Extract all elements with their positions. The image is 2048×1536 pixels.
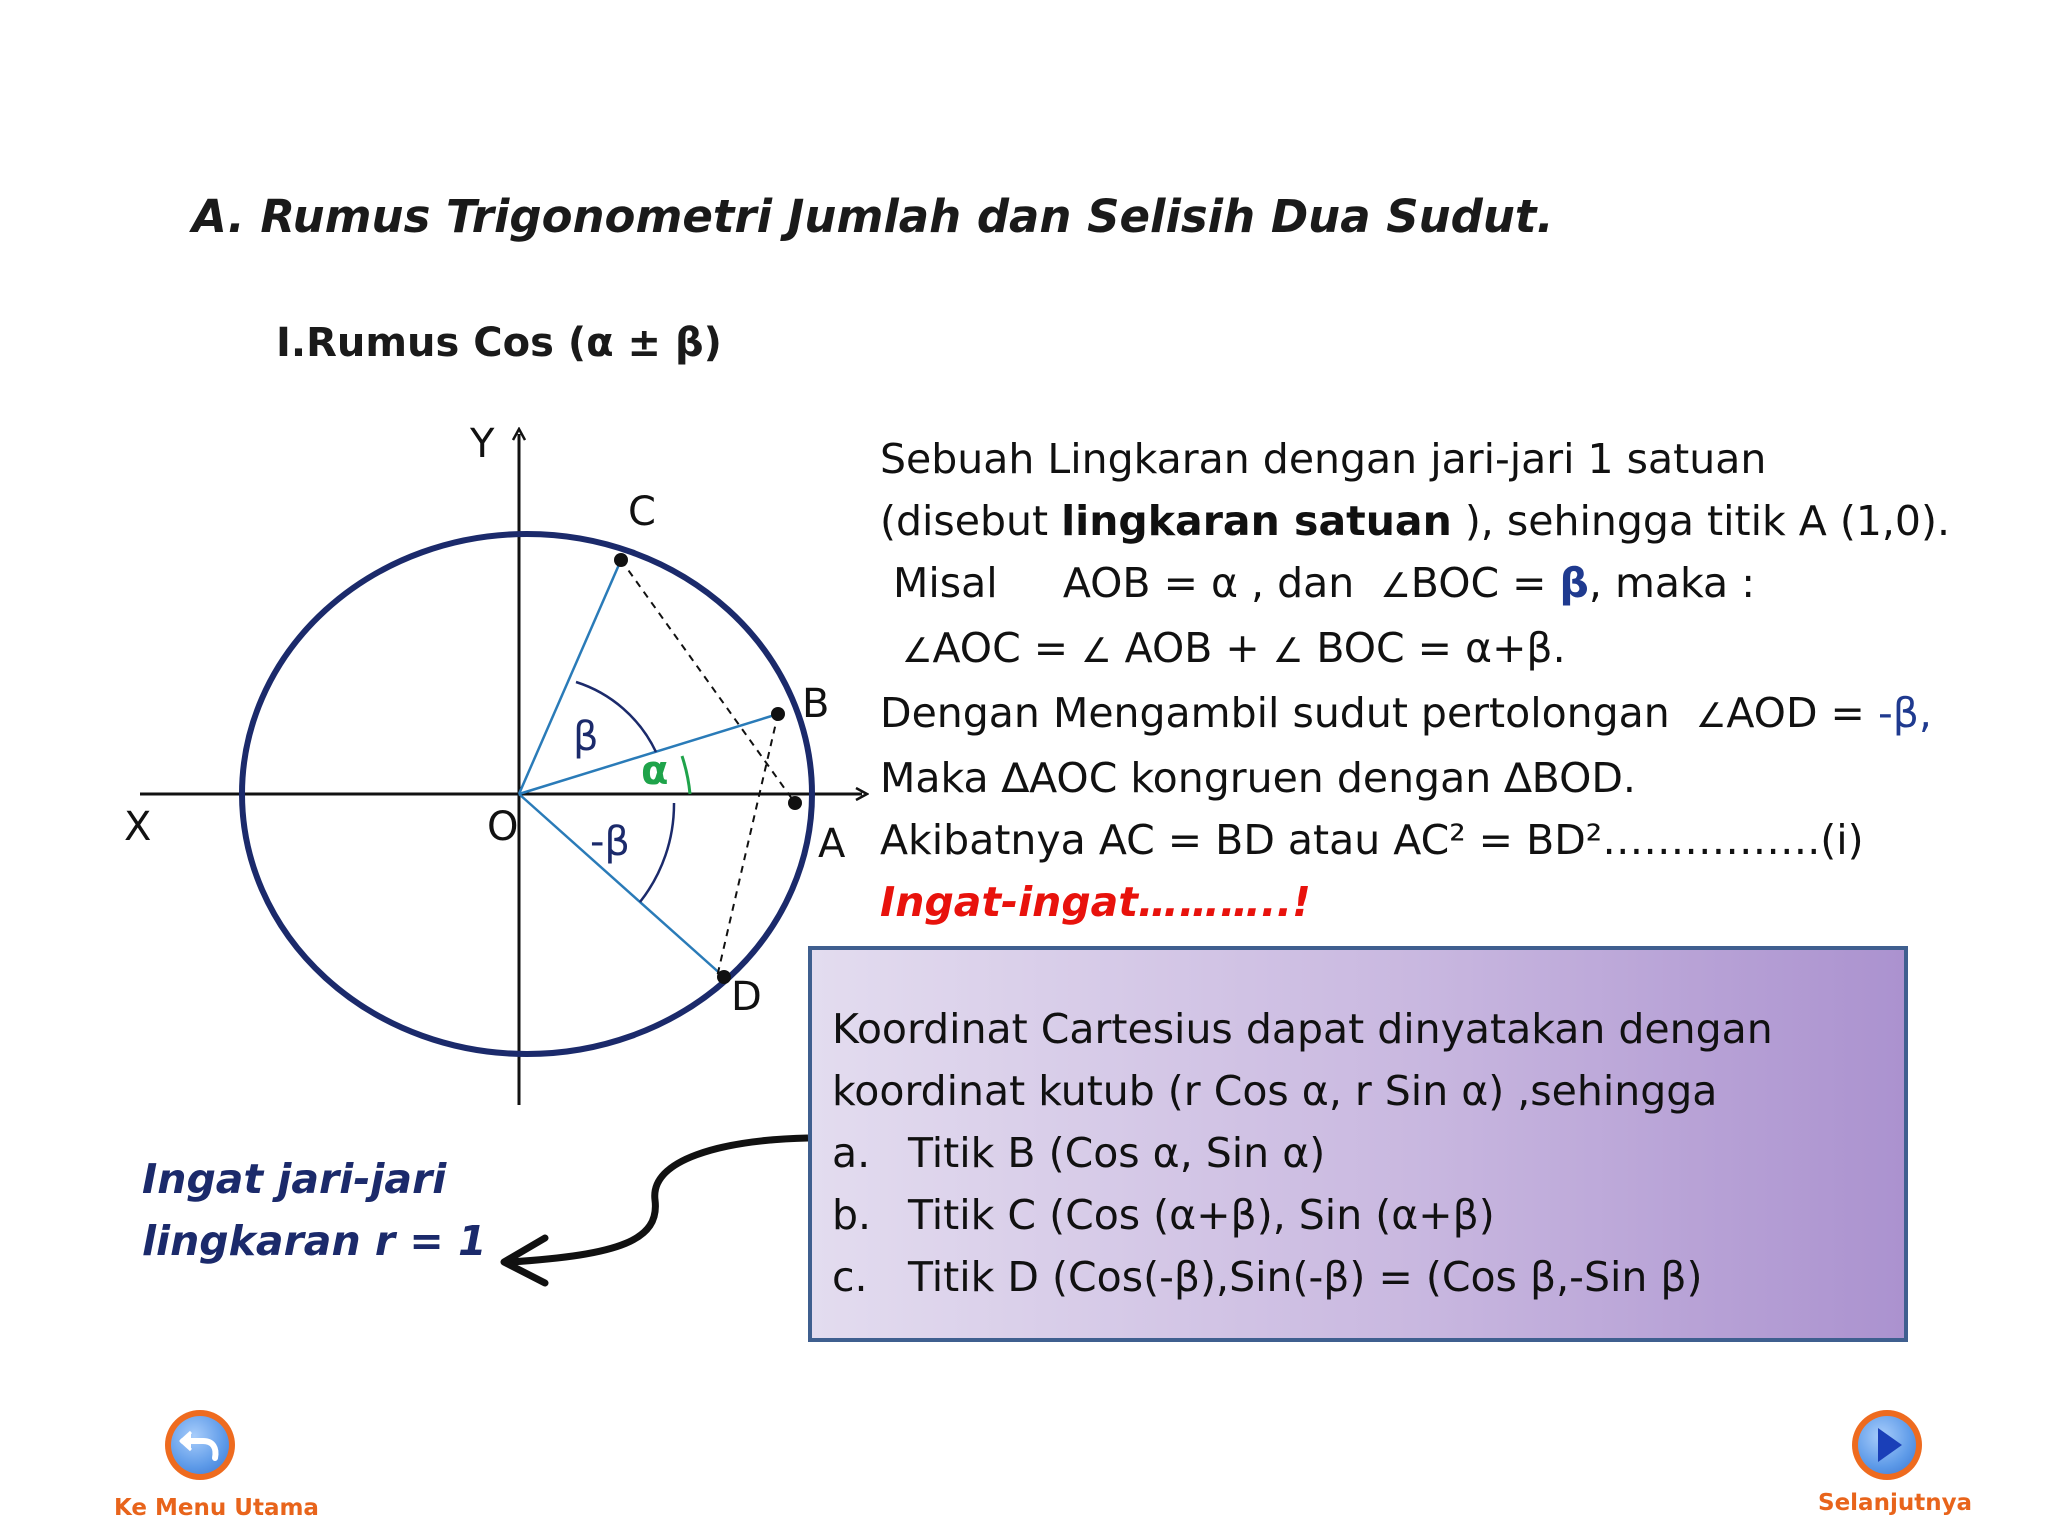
chord-bd: [717, 714, 778, 977]
neg-beta-label: -β: [590, 819, 630, 865]
back-arrow-icon: [171, 1416, 229, 1474]
angle-icon: ∠: [1272, 631, 1304, 671]
angle-icon: ∠: [1695, 696, 1727, 736]
reminder-heading: Ingat-ingat………..!: [880, 878, 1311, 926]
text-line-3: Misal AOB = α , dan ∠BOC = β, maka :: [880, 552, 2020, 617]
slide-title: A. Rumus Trigonometri Jumlah dan Selisih Dua Sudut.: [192, 190, 1554, 243]
point-a-label: A: [818, 821, 846, 867]
info-item-a: a. Titik B (Cos α, Sin α): [832, 1129, 1326, 1177]
text-line-1: Sebuah Lingkaran dengan jari-jari 1 satuan: [880, 435, 1767, 483]
point-d-label: D: [731, 974, 762, 1020]
point-b-dot: [771, 707, 785, 721]
next-button[interactable]: [1852, 1410, 1922, 1480]
text-line-7: Akibatnya AC = BD atau AC² = BD²…………….(i): [880, 816, 1864, 864]
neg-beta-arc: [640, 803, 674, 902]
alpha-arc: [682, 756, 690, 794]
next-label[interactable]: Selanjutnya: [1818, 1490, 1973, 1516]
info-item-b: b. Titik C (Cos (α+β), Sin (α+β): [832, 1191, 1495, 1239]
text-line-5: Dengan Mengambil sudut pertolongan ∠AOD = -β,: [880, 682, 2020, 747]
axis-x-label: X: [124, 804, 152, 850]
radius-note-line-1: Ingat jari-jari: [142, 1155, 447, 1203]
point-c-label: C: [628, 489, 656, 535]
home-label[interactable]: Ke Menu Utama: [114, 1495, 319, 1521]
point-c-dot: [614, 553, 628, 567]
info-line-2: koordinat kutub (r Cos α, r Sin α) ,sehingga: [832, 1067, 1718, 1115]
info-line-1: Koordinat Cartesius dapat dinyatakan dengan: [832, 1005, 1773, 1053]
info-item-c: c. Titik D (Cos(-β),Sin(-β) = (Cos β,-Sin β): [832, 1253, 1703, 1301]
coordinate-info-box: [808, 946, 1908, 1342]
beta-label: β: [573, 714, 599, 760]
play-icon: [1858, 1416, 1916, 1474]
text-line-6: Maka ∆AOC kongruen dengan ∆BOD.: [880, 754, 1636, 802]
home-button[interactable]: [165, 1410, 235, 1480]
unit-circle-term: lingkaran satuan: [1061, 497, 1452, 545]
text-line-4: ∠AOC = ∠ AOB + ∠ BOC = α+β.: [880, 617, 2020, 682]
axis-y-label: Y: [470, 421, 495, 467]
angle-icon: ∠: [1081, 631, 1112, 671]
section-subtitle: I.Rumus Cos (α ± β): [276, 320, 722, 366]
origin-label: O: [487, 804, 519, 850]
angle-icon: ∠: [1380, 566, 1411, 606]
point-b-label: B: [802, 681, 830, 727]
point-d-dot: [717, 970, 731, 984]
radius-oc: [519, 560, 621, 794]
angle-icon: ∠: [902, 631, 933, 671]
radius-note-line-2: lingkaran r = 1: [142, 1217, 487, 1265]
alpha-label: α: [641, 748, 669, 794]
point-a-dot: [788, 796, 802, 810]
radius-note: [142, 1148, 487, 1272]
text-line-2: (disebut lingkaran satuan ), sehingga titik A (1,0).: [880, 497, 1951, 545]
curved-arrow: [510, 1138, 808, 1262]
explanation-text: [880, 428, 2020, 933]
